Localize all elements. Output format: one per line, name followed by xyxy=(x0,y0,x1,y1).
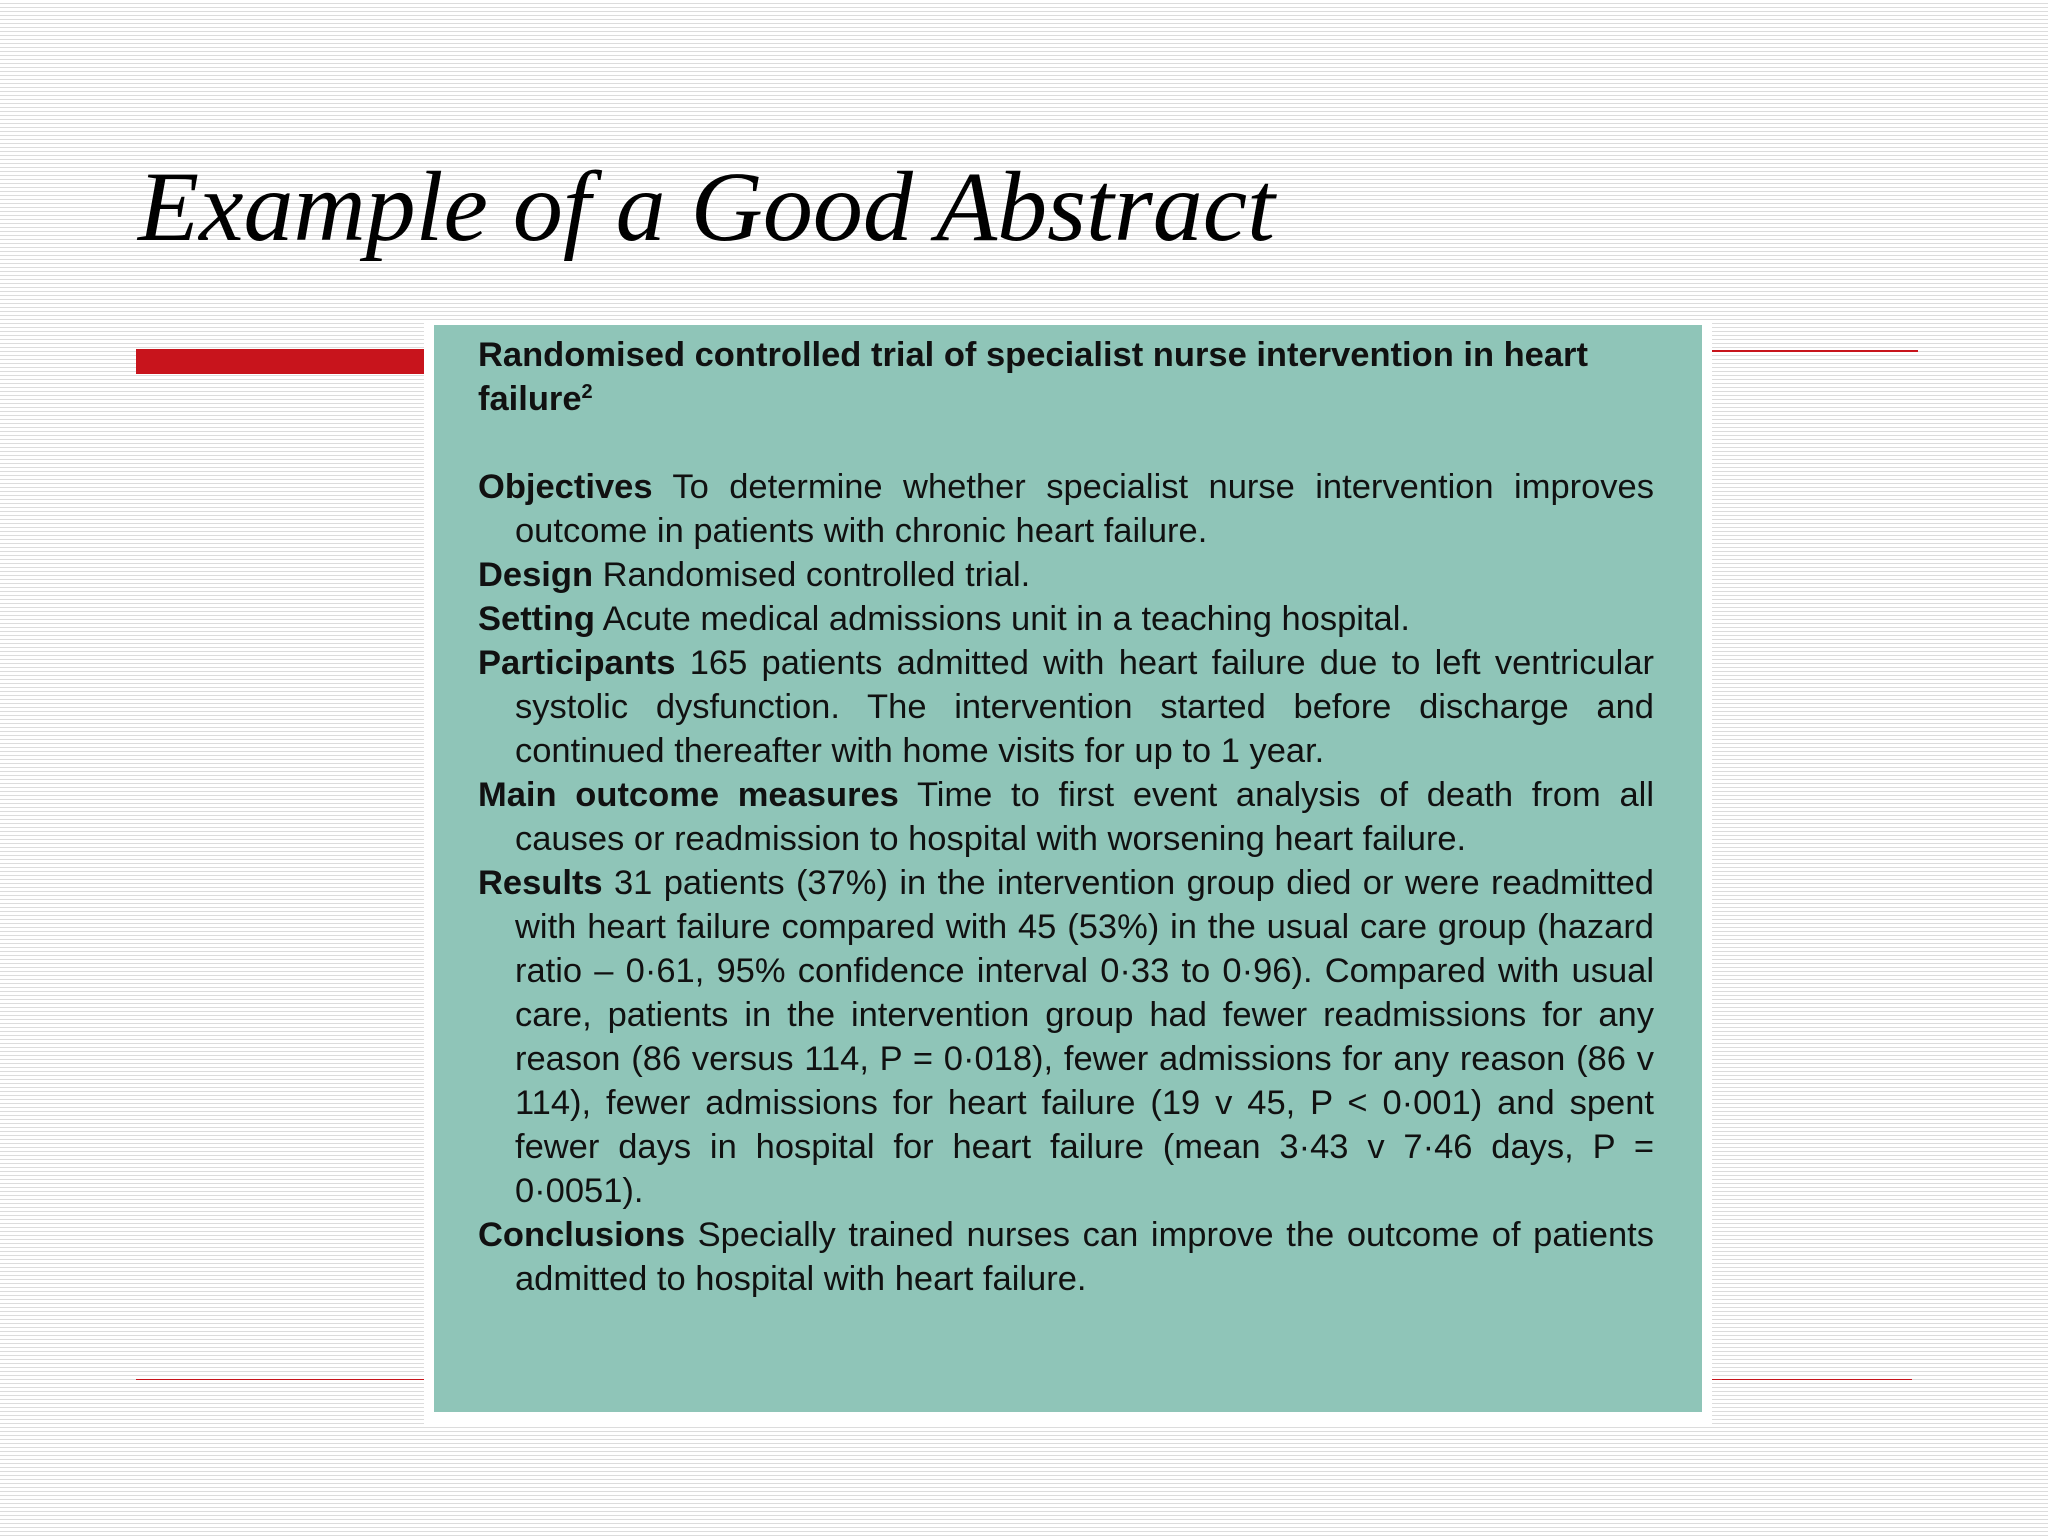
section-text-results: 31 patients (37%) in the intervention group died or were readmitted with heart failure compared with 45 (53%) in the usual care group (hazard ratio – 0·61, 95% confidence interval 0·33 to 0·96). Compared with usual care, patients in the intervention group had fewer readmissions for any reason (86 versus 114, P = 0·018), fewer admissions for any reason (86 v 114), fewer admissions for heart failure (19 v 45, P < 0·001) and spent fewer days in hospital for heart failure (mean 3·43 v 7·46 days, P = 0·0051). xyxy=(515,864,1654,1210)
section-label-conclusions: Conclusions xyxy=(478,1216,686,1254)
slide-title: Example of a Good Abstract xyxy=(138,151,1275,262)
section-results xyxy=(478,861,1654,1213)
accent-line-right xyxy=(1712,350,1918,352)
section-text-objectives: To determine whether specialist nurse intervention improves outcome in patients with chronic heart failure. xyxy=(515,468,1654,550)
abstract-title-reference: 2 xyxy=(581,381,593,403)
section-label-design: Design xyxy=(478,556,594,594)
section-text-conclusions: Specially trained nurses can improve the outcome of patients admitted to hospital with heart failure. xyxy=(515,1216,1654,1298)
abstract-title-text: Randomised controlled trial of specialist nurse intervention in heart failure xyxy=(478,336,1588,418)
section-setting xyxy=(478,597,1654,641)
section-label-setting: Setting xyxy=(478,600,595,638)
section-text-design: Randomised controlled trial. xyxy=(602,556,1031,594)
section-text-setting: Acute medical admissions unit in a teaching hospital. xyxy=(602,600,1410,638)
accent-bar xyxy=(136,349,432,374)
section-objectives xyxy=(478,465,1654,553)
section-label-objectives: Objectives xyxy=(478,468,653,506)
section-design xyxy=(478,553,1654,597)
bottom-divider-left xyxy=(136,1379,432,1380)
section-label-main-outcome-measures: Main outcome measures xyxy=(478,776,899,814)
section-label-participants: Participants xyxy=(478,644,676,682)
bottom-divider-right xyxy=(1712,1379,1912,1380)
abstract-title xyxy=(478,333,1654,421)
section-conclusions xyxy=(478,1213,1654,1301)
section-text-main-outcome-measures: Time to first event analysis of death from all causes or readmission to hospital with worsening heart failure. xyxy=(515,776,1654,858)
section-participants xyxy=(478,641,1654,773)
abstract-image-frame xyxy=(424,320,1712,1424)
section-text-participants: 165 patients admitted with heart failure due to left ventricular systolic dysfunction. The intervention started before discharge and continued thereafter with home visits for up to 1 year. xyxy=(515,644,1654,770)
section-main-outcome-measures xyxy=(478,773,1654,861)
abstract-box xyxy=(434,325,1702,1412)
section-label-results: Results xyxy=(478,864,603,902)
